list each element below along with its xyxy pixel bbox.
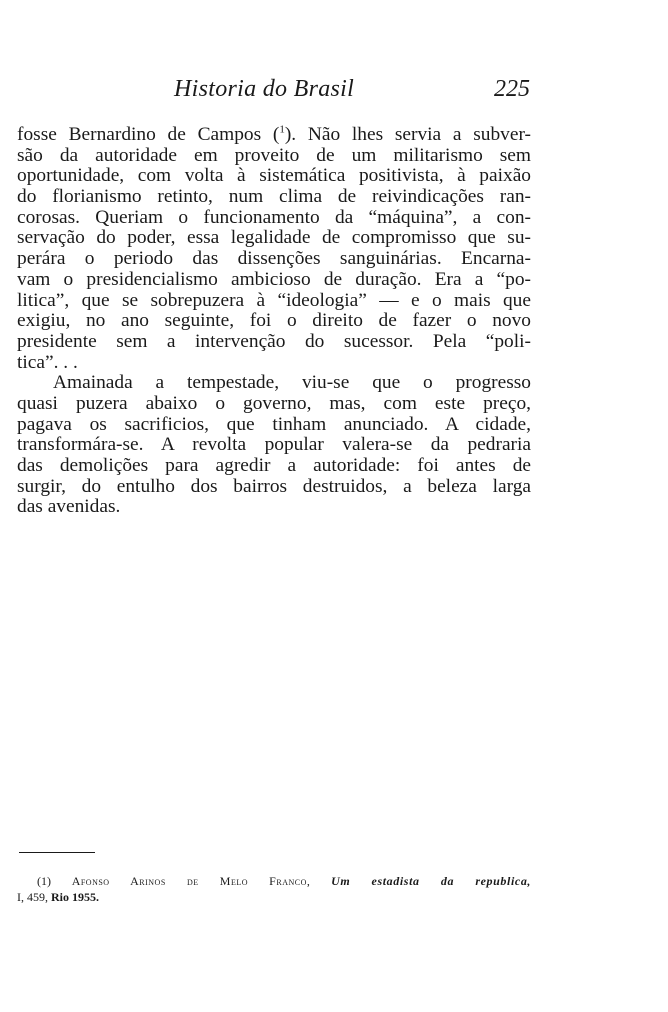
body-text [17,125,531,518]
footnote-author: Afonso Arinos de Melo Franco, [71,874,311,888]
footnote-title: Um estadista da republica, [331,874,532,888]
footnote-divider [19,852,95,853]
running-title: Historia do Brasil [174,76,355,102]
text-line: oportunidade, com volta à sistemática positivista, à paixão [17,165,531,187]
text-line: Amainada a tempestade, viu-se que o progresso [53,372,531,394]
footnote-line [17,873,531,889]
footnote-volume-page: I, 459, [17,890,48,904]
text-line: pagava os sacrificios, que tinham anunciado. A cidade, [17,413,531,435]
footnote-marker: (1) [37,874,51,888]
text-line: são da autoridade em proveito de um militarismo sem [17,144,531,166]
text-line: das avenidas. [17,496,121,518]
footnote-line [17,889,531,905]
footnote-place-year: Rio 1955. [51,890,99,904]
text-line: corosas. Queriam o funcionamento da “máquina”, a con- [17,206,531,228]
text-line: vam o presidencialismo ambicioso de duração. Era a “po- [17,268,531,290]
text-line: fosse Bernardino de Campos ($^1$). Não lhes servia a subver- [17,123,531,145]
text-line: das demolições para agredir a autoridade: foi antes de [17,455,531,476]
text-line: transformára-se. A revolta popular valera-se da pedraria [17,434,531,456]
text-line: quasi puzera abaixo o governo, mas, com este preço, [17,392,531,414]
text-line: surgir, do entulho dos bairros destruidos, a beleza larga [17,475,531,497]
footnote-reference: 1 [279,123,285,136]
text-line: servação do poder, essa legalidade de compromisso que su- [17,227,531,249]
footnotes [17,873,531,905]
text-line: tica”. . . [17,351,78,373]
text-line: do florianismo retinto, num clima de reivindicações ran- [17,186,531,208]
text-line: presidente sem a intervenção do sucessor. Pela “poli- [17,330,531,352]
page-number: 225 [494,76,530,102]
running-head [150,74,530,106]
text-line: exigiu, no ano seguinte, foi o direito de fazer o novo [17,310,531,332]
text-line: litica”, que se sobrepuzera à “ideologia” — e o mais que [17,289,531,311]
text-line: perára o periodo das dissenções sanguinárias. Encarna- [17,248,531,270]
